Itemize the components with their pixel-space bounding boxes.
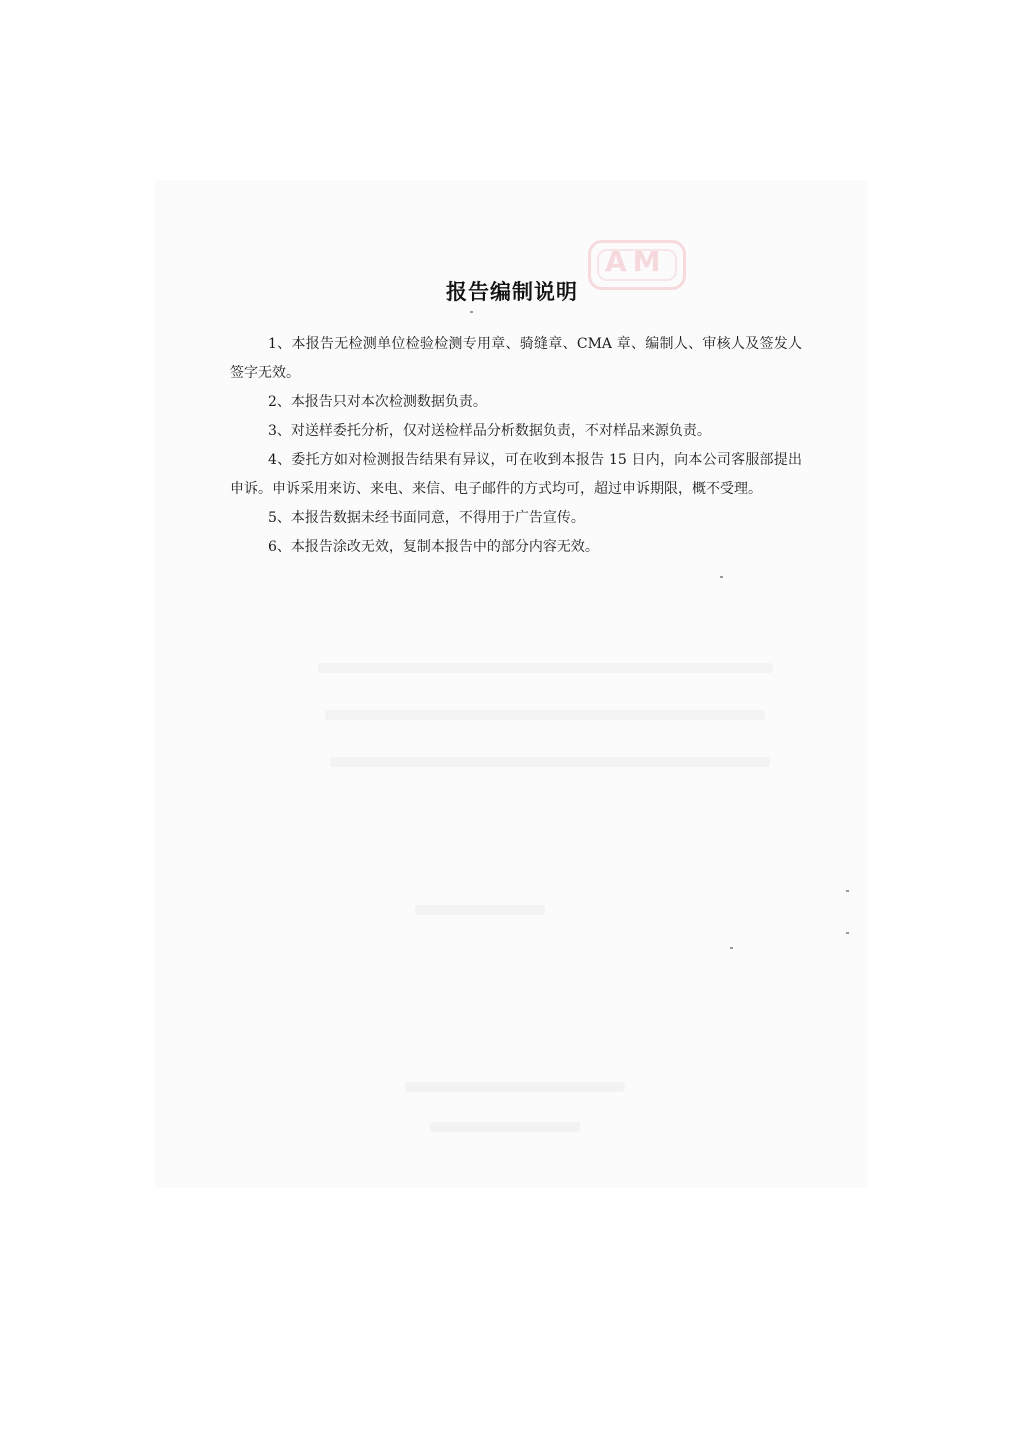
note-paragraph-6: 6、本报告涂改无效，复制本报告中的部分内容无效。 bbox=[268, 539, 599, 555]
note-paragraph-4: 4、委托方如对检测报告结果有异议，可在收到本报告 15 日内，向本公司客服部提出申诉。申诉采用来访、来电、来信、电子邮件的方式均可，超过申诉期限，概不受理。 bbox=[230, 452, 802, 497]
stamp-text: AM bbox=[605, 245, 667, 278]
bleed-through-line bbox=[415, 905, 545, 915]
bleed-through-line bbox=[318, 663, 773, 673]
note-paragraph-1: 1、本报告无检测单位检验检测专用章、骑缝章、CMA 章、编制人、审核人及签发人签字无效。 bbox=[230, 336, 802, 381]
scan-speck bbox=[470, 311, 473, 313]
scan-speck bbox=[846, 932, 849, 934]
note-paragraph-2: 2、本报告只对本次检测数据负责。 bbox=[268, 394, 487, 410]
scan-speck bbox=[730, 947, 733, 949]
bleed-through-line bbox=[405, 1082, 625, 1092]
note-paragraph-5: 5、本报告数据未经书面同意，不得用于广告宣传。 bbox=[268, 510, 585, 526]
scan-speck bbox=[720, 576, 723, 578]
note-paragraph-3: 3、对送样委托分析，仅对送检样品分析数据负责，不对样品来源负责。 bbox=[268, 423, 711, 439]
bleed-through-line bbox=[330, 757, 770, 767]
scan-speck bbox=[846, 890, 849, 892]
page-title: 报告编制说明 bbox=[446, 280, 578, 304]
bleed-through-line bbox=[430, 1122, 580, 1132]
notes-body bbox=[230, 330, 802, 562]
bleed-through-line bbox=[325, 710, 765, 720]
